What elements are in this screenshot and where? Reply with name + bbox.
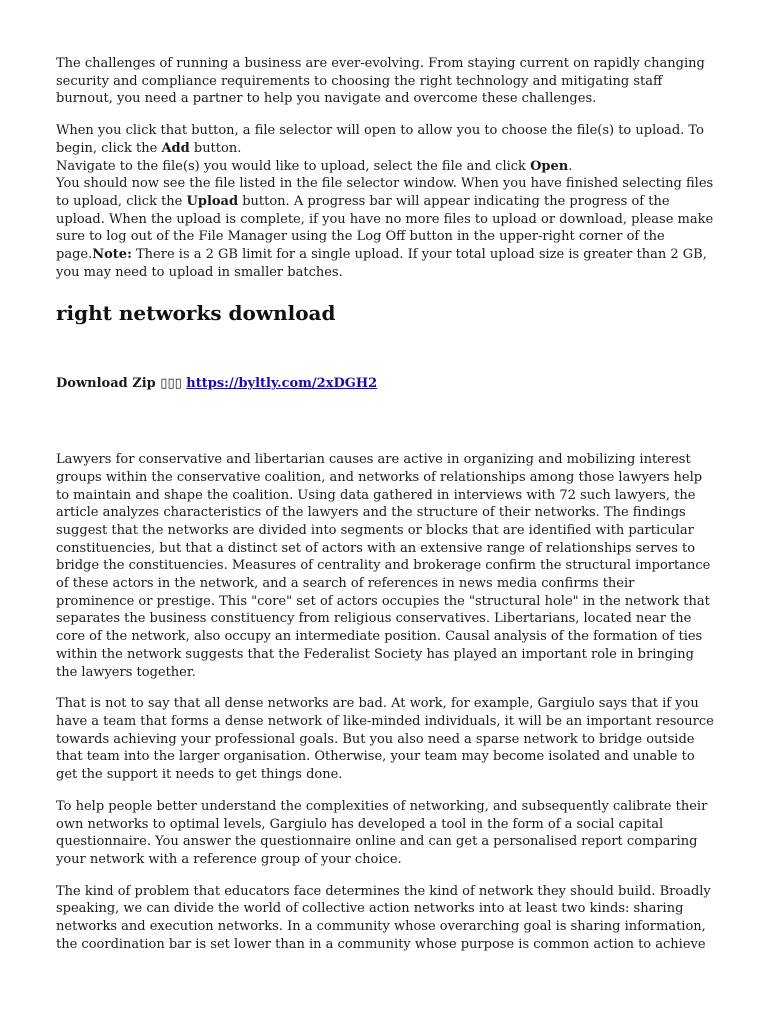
body-paragraph-3: To help people better understand the complexities of networking, and subsequently calibrate their own networks to optimal levels, Gargiulo has developed a tool in the form of a social capital questionnaire. You answer the questionnaire online and can get a personalised report comparing your network with a reference group of your choice. <box>56 798 708 867</box>
body-paragraph-1: Lawyers for conservative and libertarian causes are active in organizing and mobilizing interest groups within the conservative coalition, and networks of relationships among those lawyers help to maintain and shape the coalition. Using data gathered in interviews with 72 such lawyers, the article analyzes characteristics of the lawyers and the structure of their networks. The findings suggest that the networks are divided into segments or blocks that are identified with particular constituencies, but that a distinct set of actors with an extensive range of relationships serves to bridge the constituencies. Measures of centrality and brokerage confirm the structural importance of these actors in the network, and a search of references in news media confirms their prominence or prestige. This "core" set of actors occupies the "structural hole" in the network that separates the business constituency from religious conservatives. Libertarians, located near the core of the network, also occupy an intermediate position. Causal analysis of the formation of ties within the network suggests that the Federalist Society has played an important role in bringing the lawyers together. <box>56 452 711 680</box>
upload-instructions <box>56 122 714 281</box>
body-paragraph-4: The kind of problem that educators face determines the kind of network they should build. Broadly speaking, we can divide the world of collective action networks into at least two kinds: sharing networks and execution networks. In a community whose overarching goal is sharing information, the coordination bar is set lower than in a community whose purpose is common action to achieve <box>56 883 711 952</box>
note-keyword: Note: <box>92 247 132 263</box>
download-label: Download Zip <box>56 376 156 392</box>
instruction-step-3: You should now see the file listed in the file selector window. When you have finished selecting files to upload, click the Upload button. A progress bar will appear indicating the progress of the upload. When the upload is complete, if you have no more files to upload or download, please make sure to log out of the File Manager using the Log Off button in the upper-right corner of the page.Note: There is a 2 GB limit for a single upload. If your total upload size is greater than 2 GB, you may need to upload in smaller batches. <box>56 176 714 280</box>
body-paragraph-2: That is not to say that all dense networks are bad. At work, for example, Gargiulo says that if you have a team that forms a dense network of like-minded individuals, it will be an important resource towards achieving your professional goals. But you also need a sparse network to bridge outside that team into the larger organisation. Otherwise, your team may become isolated and unable to get the support it needs to get things done. <box>56 696 714 783</box>
instruction-step-1: When you click that button, a file selector will open to allow you to choose the file(s) to upload. To begin, click the Add button. <box>56 123 704 156</box>
instruction-step-2: Navigate to the file(s) you would like to upload, select the file and click Open. <box>56 158 573 174</box>
download-glyphs: ▯▯▯ <box>160 376 182 392</box>
open-keyword: Open <box>530 158 569 174</box>
spacer <box>56 393 714 451</box>
intro-paragraph: The challenges of running a business are ever-evolving. From staying current on rapidly changing security and compliance requirements to choosing the right technology and mitigating staff burnout, you need a partner to help you navigate and overcome these challenges. <box>56 56 705 107</box>
download-link[interactable]: https://byltly.com/2xDGH2 <box>186 376 378 392</box>
section-heading: right networks download <box>56 301 336 326</box>
upload-keyword: Upload <box>186 193 239 209</box>
add-keyword: Add <box>161 140 190 156</box>
download-line <box>56 375 714 393</box>
